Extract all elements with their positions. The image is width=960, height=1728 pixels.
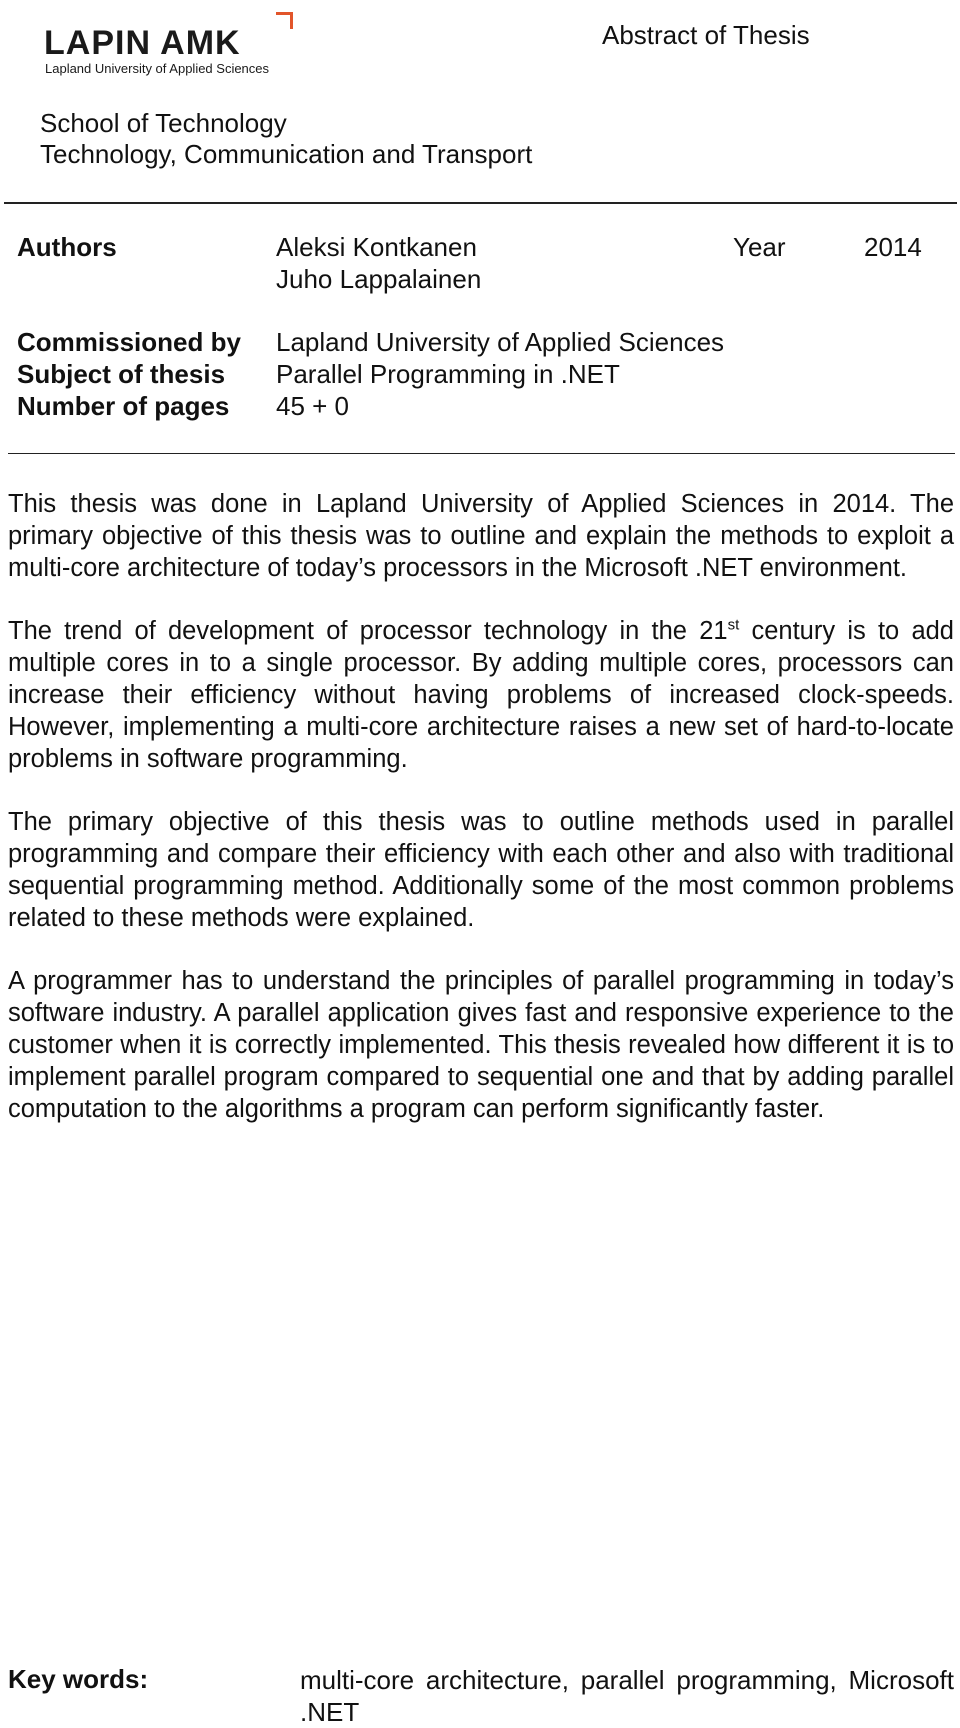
abstract-body <box>8 488 954 1156</box>
university-logo <box>44 10 304 80</box>
abstract-paragraph-2 <box>8 615 954 775</box>
year-label: Year <box>733 232 786 262</box>
author-1: Aleksi Kontkanen <box>276 232 477 262</box>
logo-subtitle: Lapland University of Applied Sciences <box>45 61 270 76</box>
subject-value: Parallel Programming in .NET <box>276 359 620 389</box>
top-divider <box>4 202 957 204</box>
paragraph-2-start: The trend of development of processor technology in the 21 <box>8 617 728 645</box>
author-2: Juho Lappalainen <box>276 264 482 294</box>
school-block <box>40 108 532 170</box>
ordinal-superscript: st <box>727 616 740 634</box>
keywords-value: multi-core architecture, parallel programming, Microsoft .NET <box>300 1665 954 1727</box>
abstract-paragraph-4: A programmer has to understand the principles of parallel programming in today’s software industry. A parallel application gives fast and responsive experience to the customer when it is correctly implemented. This thesis revealed how different it is to implement parallel program compared to sequential one and that by adding parallel computation to the algorithms a program can perform significantly faster. <box>8 967 954 1123</box>
commissioned-by-label: Commissioned by <box>17 327 241 357</box>
keywords-label: Key words: <box>8 1664 149 1694</box>
degree-programme: Technology, Communication and Transport <box>40 139 533 169</box>
info-divider <box>8 453 955 454</box>
abstract-paragraph-1: This thesis was done in Lapland University of Applied Sciences in 2014. The primary objective of this thesis was to outline and explain the methods to exploit a multi-core architecture of today’s processors in the Microsoft .NET environment. <box>8 490 954 582</box>
authors-label: Authors <box>17 232 117 262</box>
abstract-paragraph-3: The primary objective of this thesis was to outline methods used in parallel programming and compare their efficiency with each other and also with traditional sequential programming method. Additionally some of the most common problems related to these methods were explained. <box>8 808 954 932</box>
commissioned-by-value: Lapland University of Applied Sciences <box>276 327 725 357</box>
subject-label: Subject of thesis <box>17 359 226 389</box>
logo-corner-mark-icon <box>276 12 293 29</box>
document-type-title: Abstract of Thesis <box>602 20 810 50</box>
pages-label: Number of pages <box>17 391 230 421</box>
paragraph-2-rest: century is to add multiple cores in to a single processor. By adding multiple cores, processors can increase their efficiency without having problems of increased clock-speeds. However, implementing a multi-core architecture raises a new set of hard-to-locate problems in software programming. <box>8 617 954 773</box>
school-name: School of Technology <box>40 108 287 138</box>
logo-wordmark: LAPIN AMK <box>44 24 241 62</box>
pages-value: 45 + 0 <box>276 391 350 421</box>
year-value: 2014 <box>864 232 922 262</box>
